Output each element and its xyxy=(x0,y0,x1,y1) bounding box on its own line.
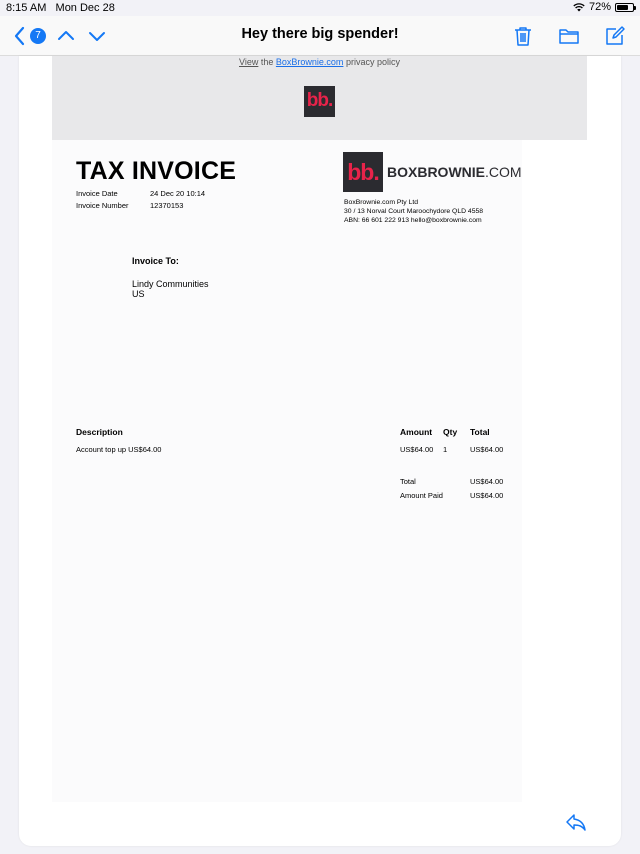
trash-icon[interactable] xyxy=(512,25,534,47)
line-item-total: US$64.00 xyxy=(470,445,504,454)
mail-nav-bar xyxy=(0,16,640,56)
invoice-number-label: Invoice Number xyxy=(76,201,129,210)
email-body-card[interactable] xyxy=(19,56,621,846)
status-indicators xyxy=(573,1,634,13)
summary-paid-label: Amount Paid xyxy=(400,491,443,500)
invoice-to-label: Invoice To: xyxy=(132,256,179,266)
description-column-header: Description xyxy=(76,427,123,437)
privacy-policy-text: privacy policy xyxy=(345,57,400,67)
wifi-icon xyxy=(573,2,585,12)
amount-column-header: Amount xyxy=(400,427,433,437)
nav-actions xyxy=(512,25,626,47)
invoice-to-country: US xyxy=(132,289,145,299)
boxbrownie-logo-small: bb. xyxy=(304,86,335,117)
company-info xyxy=(344,198,483,225)
brand-name xyxy=(387,164,522,180)
invoice-to-block xyxy=(132,256,209,299)
status-bar xyxy=(0,0,640,16)
boxbrownie-link[interactable]: BoxBrownie.com xyxy=(275,57,344,67)
invoice-date-value: 24 Dec 20 10:14 xyxy=(150,189,206,198)
invoice-meta xyxy=(76,188,205,212)
invoice-number-value: 12370153 xyxy=(150,201,184,210)
battery-fill xyxy=(617,5,628,10)
status-time xyxy=(6,2,115,14)
battery-icon xyxy=(615,3,634,12)
company-abn-email: ABN: 66 601 222 913 hello@boxbrownie.com xyxy=(344,217,482,224)
privacy-policy-line xyxy=(52,57,587,67)
view-link[interactable]: View xyxy=(239,57,259,67)
invoice-document xyxy=(52,140,522,802)
battery-percent: 72% xyxy=(588,1,611,13)
invoice-title: TAX INVOICE xyxy=(76,157,237,185)
summary-total-value: US$64.00 xyxy=(470,477,504,486)
clock-time: 8:15 AM xyxy=(6,2,47,14)
invoice-date-label: Invoice Date xyxy=(76,189,118,198)
company-address: 30 / 13 Norval Court Maroochydore QLD 4558 xyxy=(344,208,484,215)
unread-count-badge[interactable]: 7 xyxy=(30,28,46,44)
folder-icon[interactable] xyxy=(558,25,580,47)
qty-column-header: Qty xyxy=(443,427,458,437)
line-item-amount: US$64.00 xyxy=(400,445,434,454)
brand-name-tail: .COM xyxy=(485,164,522,180)
invoice-to-name: Lindy Communities xyxy=(132,279,209,289)
line-item-description: Account top up US$64.00 xyxy=(76,445,162,454)
brand-name-bold: BOXBROWNIE xyxy=(387,164,485,180)
total-column-header: Total xyxy=(470,427,490,437)
company-name: BoxBrownie.com Pty Ltd xyxy=(344,199,419,206)
compose-icon[interactable] xyxy=(604,25,626,47)
email-subject-title: Hey there big spender! xyxy=(241,26,399,42)
summary-total-label: Total xyxy=(400,477,416,486)
privacy-the-text: the xyxy=(260,57,274,67)
email-header-banner xyxy=(52,56,587,140)
boxbrownie-brand xyxy=(343,152,522,192)
boxbrownie-logo: bb. xyxy=(343,152,383,192)
line-item-qty: 1 xyxy=(443,445,448,454)
summary-paid-value: US$64.00 xyxy=(470,491,504,500)
reply-icon[interactable] xyxy=(565,812,587,832)
clock-date: Mon Dec 28 xyxy=(55,2,115,14)
